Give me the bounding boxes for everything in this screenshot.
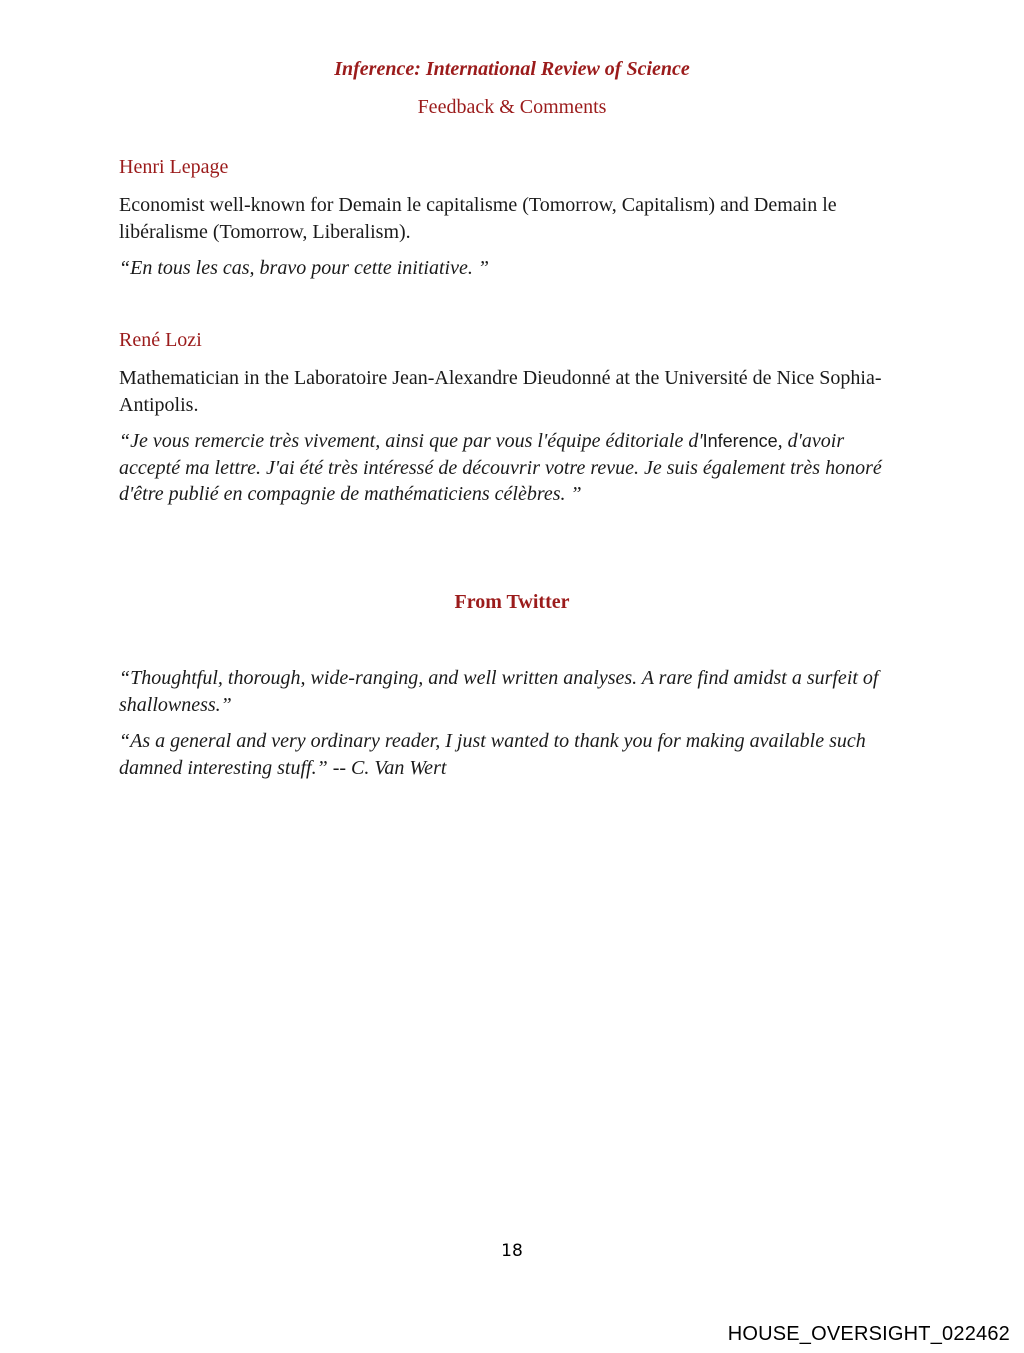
commenter-quote — [119, 428, 905, 508]
commenter-name: René Lozi — [119, 329, 202, 351]
commenter-description: Economist well-known for Demain le capitalisme (Tomorrow, Capitalism) and Demain le libéralisme (Tomorrow, Liberalism). — [119, 194, 837, 243]
journal-name-inline: Inference — [702, 431, 778, 451]
commenter-quote: “En tous les cas, bravo pour cette initiative. ” — [119, 257, 489, 279]
quote-text: , d'avoir accepté ma lettre. J'ai été très intéressé de découvrir votre revue. Je suis également très honoré d'être publié en compagnie de mathématiciens célèbres. ” — [119, 430, 882, 505]
twitter-quote: “Thoughtful, thorough, wide-ranging, and well written analyses. A rare find amidst a surfeit of shallowness.” — [119, 667, 879, 716]
page-number: 18 — [501, 1241, 523, 1261]
commenter-description: Mathematician in the Laboratoire Jean-Alexandre Dieudonné at the Université de Nice Sophia-Antipolis. — [119, 367, 882, 416]
section-heading: From Twitter — [454, 591, 570, 613]
page-subtitle: Feedback & Comments — [417, 96, 607, 118]
twitter-quote: “As a general and very ordinary reader, I just wanted to thank you for making available such damned interesting stuff.” -- C. Van Wert — [119, 730, 866, 779]
quote-text: “Je vous remercie très vivement, ainsi que par vous l'équipe éditoriale d' — [119, 430, 703, 452]
journal-title: Inference: International Review of Science — [334, 58, 690, 80]
bates-number: HOUSE_OVERSIGHT_022462 — [727, 1323, 1010, 1345]
commenter-name: Henri Lepage — [119, 156, 229, 178]
